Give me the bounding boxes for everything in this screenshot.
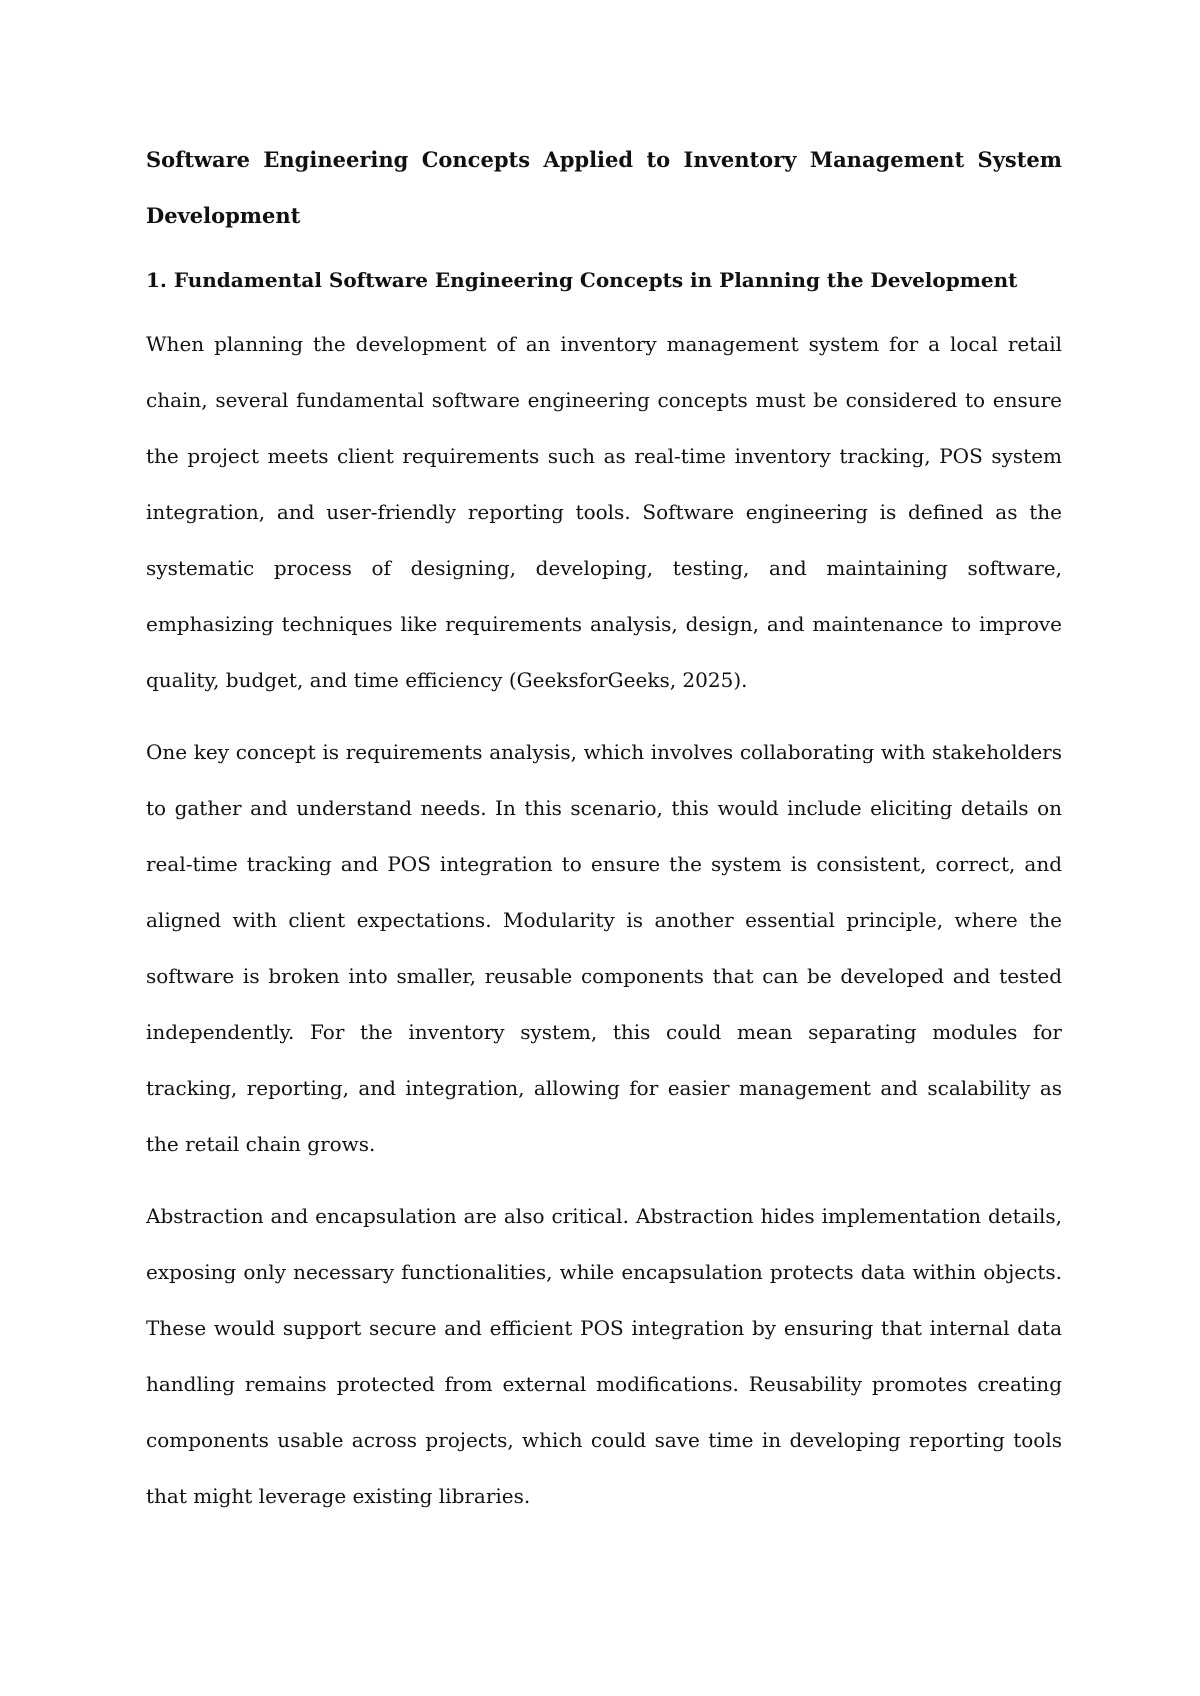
section-heading: 1. Fundamental Software Engineering Concepts in Planning the Development <box>146 268 1018 292</box>
document-title: Software Engineering Concepts Applied to Inventory Management System Development <box>146 147 1062 228</box>
paragraph-abstraction-encapsulation: Abstraction and encapsulation are also critical. Abstraction hides implementation details, exposing only necessary functionalities, while encapsulation protects data within objects. These would support secure and efficient POS integration by ensuring that internal data handling remains protected from external modifications. Reusability promotes creating components usable across projects, which could save time in developing reporting tools that might leverage existing libraries. <box>146 1204 1062 1508</box>
paragraph-requirements-modularity: One key concept is requirements analysis, which involves collaborating with stakeholders to gather and understand needs. In this scenario, this would include eliciting details on real-time tracking and POS integration to ensure the system is consistent, correct, and aligned with client expectations. Modularity is another essential principle, where the software is broken into smaller, reusable components that can be developed and tested independently. For the inventory system, this could mean separating modules for tracking, reporting, and integration, allowing for easier management and scalability as the retail chain grows. <box>146 740 1062 1156</box>
paragraph-intro: When planning the development of an inventory management system for a local retail chain, several fundamental software engineering concepts must be considered to ensure the project meets client requirements such as real-time inventory tracking, POS system integration, and user-friendly reporting tools. Software engineering is defined as the systematic process of designing, developing, testing, and maintaining software, emphasizing techniques like requirements analysis, design, and maintenance to improve quality, budget, and time efficiency (GeeksforGeeks, 2025). <box>146 332 1062 692</box>
document-body <box>146 132 1062 1524</box>
